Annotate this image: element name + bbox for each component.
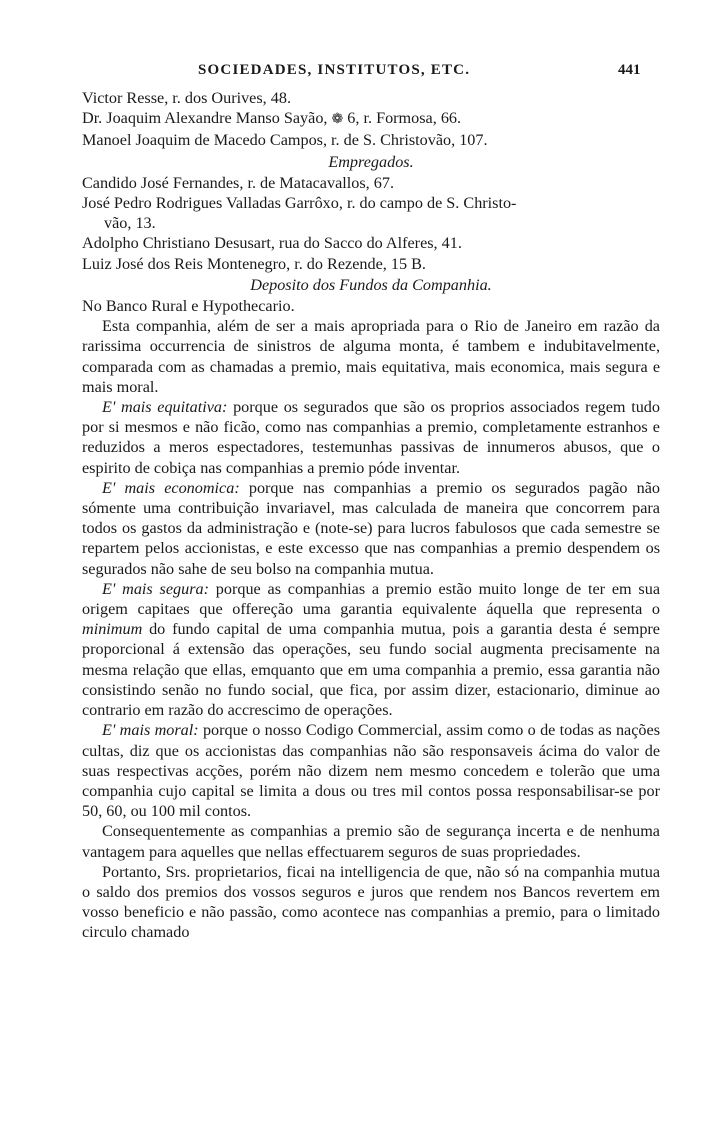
paragraph-equitativa [82,397,660,478]
member-text: Victor Resse, r. dos Ourives, 48. [82,89,291,107]
paragraph-intro: Esta companhia, além de ser a mais apropriada para o Rio de Janeiro em razão da rarissima occurrencia de sinistros de alguma monta, é tambem e indubitavelmente, comparada com as chamadas a premio, mais equitativa, mais economica, mais segura e mais moral. [82,317,660,396]
paragraph-text: do fundo capital de uma companhia mutua, pois a garantia desta é sempre proporcional á extensão das operações, seu fundo social augmenta precisamente na mesma relação que ellas, emquanto que em uma companhia a premio, essa garantia não consistindo senão no fundo social, que fica, por assim dizer, estacionario, diminue ao contrario em razão do accrescimo de operações. [82,620,660,720]
paragraph-text: porque o nosso Codigo Commercial, assim como o de todas as nações cultas, diz que os accionistas das companhias não são responsaveis ácima do valor de suas respectivas acções, porém não dizem nem mesmo concedem e tolerão que uma companhia cujo capital se limita a dous ou tres mil contos possa responsabilisar-se por 50, 60, ou 100 mil contos. [82,721,661,821]
member-text: Manoel Joaquim de Macedo Campos, r. de S. Christovão, 107. [82,131,488,150]
paragraph-label: E' mais equitativa: [102,398,228,417]
deposit-heading: Deposito dos Fundos da Companhia. [250,275,492,294]
employee-entry [82,193,660,213]
employee-text: Luiz José dos Reis Montenegro, r. do Rezende, 15 B. [82,254,426,273]
member-text: 6, r. Formosa, 66. [343,109,462,128]
order-decoration-icon: ❁ [331,112,344,128]
running-title: SOCIEDADES, INSTITUTOS, ETC. [198,62,471,78]
paragraph-label: E' mais segura: [102,579,209,598]
paragraph-consequentemente: Consequentemente as companhias a premio são de segurança incerta e de nenhuma vantagem para aquelles que nellas effectuarem seguros de suas propriedades. [82,822,660,861]
member-entry [82,130,660,150]
paragraph-moral [82,720,660,821]
body-text [82,316,660,942]
member-text: Dr. Joaquim Alexandre Manso Sayão, [82,109,328,128]
employee-entry-continuation [82,213,660,233]
employee-text: Adolpho Christiano Desusart, rua do Sacco do Alferes, 41. [82,234,462,253]
page-header [0,62,725,82]
employees-heading: Empregados. [328,152,414,171]
paragraph-label: E' mais moral: [102,721,199,740]
paragraph-text: porque os segurados que são os proprios associados regem tudo por si mesmos e não ficão, como nas companhias a premio, completamente estranhos e reduzidos a meros espectadores, testemunhas passivas de innumeros abusos, que o espirito de cobiça nas companhias a premio póde inventar. [82,398,660,477]
paragraph-economica [82,478,660,579]
deposit-bank: No Banco Rural e Hypothecario. [82,297,295,316]
employee-text: vão, 13. [104,214,156,233]
employee-entry [82,233,660,253]
paragraph-segura [82,579,660,720]
emphasis-term: minimum [82,620,143,639]
employee-entry [82,254,660,274]
employee-entry [82,173,660,193]
paragraph-portanto: Portanto, Srs. proprietarios, ficai na intelligencia de que, não só na companhia mutua o saldo dos premios dos vossos seguros e juros que rendem nos Bancos revertem em vosso beneficio e não passão, como acontece nas companhias a premio, para o limitado circulo chamado [82,862,660,942]
page-number: 441 [618,62,641,78]
employee-text: Candido José Fernandes, r. de Matacavallos, 67. [82,173,394,192]
paragraph-label: E' mais economica: [102,478,240,497]
member-entry [82,88,660,108]
paragraph-text: porque as companhias a premio estão muito longe de ter em sua origem capitaes que offereção uma garantia equivalente áquella que representa o [82,579,660,619]
paragraph-text: porque nas companhias a premio os segurados pagão não sómente uma contribuição invariavel, mas calculada de maneira que concorrem para todos os gastos da administração e (note-se) para lucros fabulosos que cada semestre se repartem pelos accionistas, e este excesso que nas companhias a premio despendem os segurados não sahe de seu bolso na companhia mutua. [82,478,660,578]
member-entry [82,108,660,130]
employee-text: José Pedro Rodrigues Valladas Garrôxo, r. do campo de S. Christo- [82,194,517,213]
page-body [82,88,660,943]
